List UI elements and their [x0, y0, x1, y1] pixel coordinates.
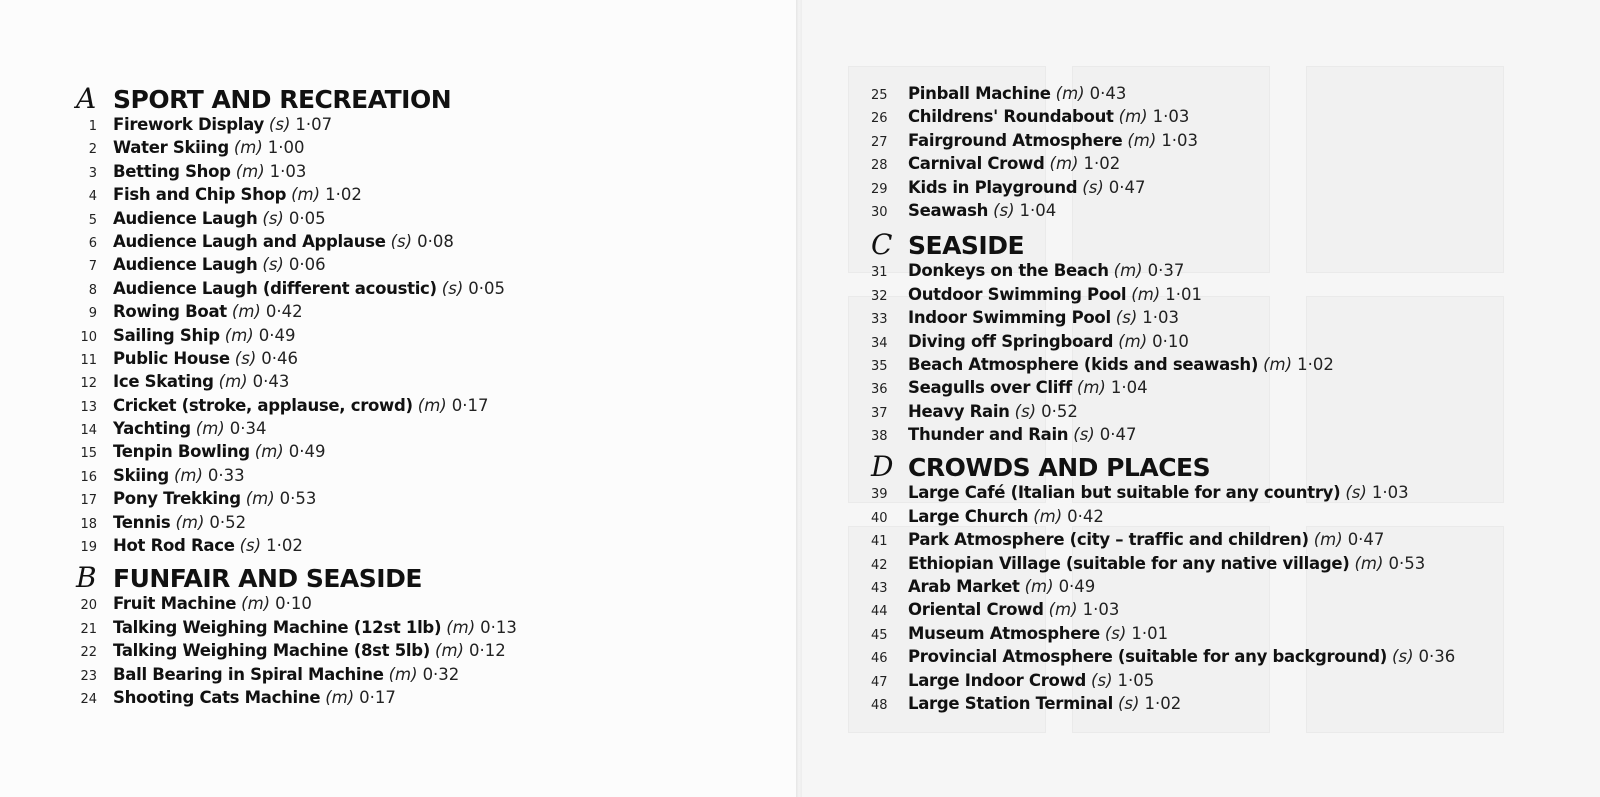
track-duration: 0·49 [258, 325, 296, 345]
track-mode: (s) [1091, 670, 1113, 690]
track-number: 24 [80, 691, 97, 707]
track-number: 35 [871, 358, 888, 374]
track-mode: (m) [1024, 577, 1054, 597]
track-row [76, 594, 517, 617]
track-duration: 0·37 [1147, 261, 1185, 281]
track-number: 26 [871, 111, 888, 127]
section-title: CROWDS AND PLACES [908, 453, 1211, 483]
track-mode: (m) [446, 617, 476, 637]
track-list-funfair-and-seaside [76, 594, 517, 711]
track-title: Pinball Machine [908, 84, 1051, 103]
track-number: 48 [871, 697, 888, 713]
track-title: Ball Bearing in Spiral Machine [113, 664, 384, 684]
track-title: Pony Trekking [113, 489, 241, 509]
track-title: Talking Weighing Machine (8st 5lb) [113, 641, 431, 661]
track-row [76, 162, 517, 185]
track-mode: (s) [239, 536, 262, 556]
track-row [76, 209, 517, 232]
track-number: 21 [80, 621, 97, 637]
section-heading-a [76, 82, 517, 115]
track-title: Fairground Atmosphere [908, 130, 1123, 150]
track-mode: (m) [1076, 378, 1106, 398]
track-row [871, 154, 1455, 177]
track-duration: 0·36 [1418, 647, 1456, 667]
track-row [871, 577, 1455, 600]
track-number: 9 [88, 306, 97, 322]
track-mode: (m) [1055, 84, 1085, 103]
track-mode: (s) [1392, 647, 1414, 667]
track-mode: (m) [1118, 107, 1148, 127]
track-title: Audience Laugh [113, 255, 258, 275]
track-mode: (m) [235, 161, 265, 181]
track-row [76, 255, 517, 278]
track-duration: 0·33 [207, 465, 245, 485]
track-title: Seagulls over Cliff [908, 378, 1072, 398]
track-title: Audience Laugh and Applause [113, 231, 386, 251]
track-duration: 1·02 [1297, 354, 1334, 374]
track-duration: 0·17 [359, 687, 396, 707]
track-duration: 1·03 [1142, 308, 1180, 328]
track-mode: (s) [1115, 308, 1138, 328]
track-mode: (m) [1048, 600, 1078, 620]
track-row [871, 647, 1455, 670]
track-number: 13 [80, 399, 97, 415]
track-title: Carnival Crowd [908, 154, 1045, 174]
track-mode: (s) [268, 115, 291, 134]
track-row [871, 402, 1455, 425]
track-mode: (s) [1117, 693, 1140, 713]
track-mode: (m) [173, 465, 203, 485]
left-column [76, 82, 517, 711]
track-row [871, 530, 1455, 553]
track-mode: (m) [175, 512, 205, 532]
track-duration: 0·05 [468, 278, 506, 298]
track-number: 17 [80, 493, 97, 509]
track-duration: 1·01 [1131, 623, 1169, 643]
track-number: 18 [80, 516, 97, 532]
track-title: Yachting [113, 419, 191, 439]
track-number: 34 [871, 335, 888, 351]
track-title: Heavy Rain [908, 401, 1010, 421]
track-duration: 0·49 [288, 442, 326, 462]
track-duration: 0·13 [480, 617, 517, 637]
track-title: Diving off Springboard [908, 331, 1114, 351]
track-duration: 1·04 [1019, 200, 1057, 220]
track-duration: 0·10 [275, 594, 312, 614]
track-mode: (s) [262, 255, 284, 275]
right-column [871, 84, 1455, 717]
track-duration: 0·52 [209, 512, 247, 532]
track-mode: (m) [417, 395, 447, 415]
track-duration: 0·46 [261, 348, 299, 368]
track-mode: (s) [441, 278, 464, 298]
track-row [76, 372, 517, 395]
track-duration: 1·02 [1083, 154, 1121, 174]
track-duration: 1·03 [1371, 483, 1409, 503]
track-title: Firework Display [113, 115, 264, 134]
track-title: Audience Laugh (different acoustic) [113, 278, 437, 298]
track-mode: (m) [231, 302, 261, 322]
track-number: 3 [88, 165, 97, 181]
section-letter: A [76, 82, 97, 115]
track-row [76, 618, 517, 641]
track-title: Large Café (Italian but suitable for any country) [908, 483, 1341, 503]
track-row [76, 665, 517, 688]
track-duration: 0·34 [229, 419, 267, 439]
track-duration: 0·43 [252, 372, 290, 392]
track-row [871, 507, 1455, 530]
track-row [76, 302, 517, 325]
track-list-crowds-and-places [871, 483, 1455, 717]
track-duration: 1·03 [1082, 600, 1120, 620]
track-mode: (s) [1073, 425, 1095, 445]
track-mode: (m) [254, 442, 284, 462]
track-duration: 0·17 [451, 395, 489, 415]
track-row [871, 178, 1455, 201]
track-duration: 0·49 [1058, 577, 1096, 597]
track-row [76, 349, 517, 372]
track-duration: 0·47 [1347, 530, 1385, 550]
track-mode: (s) [390, 231, 413, 251]
track-row [871, 131, 1455, 154]
track-number: 32 [871, 288, 888, 304]
track-number: 8 [88, 282, 97, 298]
track-mode: (m) [245, 489, 275, 509]
track-mode: (s) [993, 200, 1015, 220]
track-number: 25 [871, 88, 888, 103]
track-number: 31 [871, 265, 888, 281]
track-row [871, 285, 1455, 308]
track-title: Ice Skating [113, 372, 214, 392]
track-number: 22 [80, 645, 97, 661]
track-title: Oriental Crowd [908, 600, 1044, 620]
track-row [871, 261, 1455, 284]
track-row [871, 332, 1455, 355]
track-row [76, 326, 517, 349]
track-number: 4 [88, 189, 97, 205]
track-duration: 0·53 [279, 489, 317, 509]
track-number: 16 [80, 469, 97, 485]
track-title: Museum Atmosphere [908, 623, 1100, 643]
track-title: Donkeys on the Beach [908, 261, 1109, 281]
track-number: 23 [80, 668, 97, 684]
track-title: Childrens' Roundabout [908, 107, 1114, 127]
track-row [871, 84, 1455, 107]
track-list-sport-and-recreation [76, 115, 517, 559]
track-duration: 0·47 [1099, 425, 1137, 445]
track-title: Tennis [113, 512, 171, 532]
track-title: Water Skiing [113, 138, 229, 158]
track-title: Large Indoor Crowd [908, 670, 1087, 690]
track-title: Park Atmosphere (city – traffic and children) [908, 530, 1309, 550]
track-title: Skiing [113, 465, 169, 485]
section-heading-c [871, 228, 1455, 261]
track-mode: (m) [195, 419, 225, 439]
section-heading-d [871, 450, 1455, 483]
track-number: 1 [88, 119, 97, 134]
track-number: 29 [871, 181, 888, 197]
track-duration: 1·00 [267, 138, 305, 158]
track-row [76, 489, 517, 512]
track-row [76, 396, 517, 419]
track-title: Hot Rod Race [113, 536, 235, 556]
section-title: FUNFAIR AND SEASIDE [113, 564, 422, 594]
track-mode: (m) [1263, 354, 1293, 374]
track-row [871, 671, 1455, 694]
track-title: Audience Laugh [113, 208, 258, 228]
track-row [871, 600, 1455, 623]
track-row [76, 115, 517, 138]
track-row [871, 624, 1455, 647]
track-mode: (m) [1131, 284, 1161, 304]
track-duration: 0·53 [1388, 553, 1426, 573]
track-number: 14 [80, 423, 97, 439]
track-number: 7 [88, 259, 97, 275]
track-duration: 0·12 [468, 641, 506, 661]
track-row [871, 378, 1455, 401]
track-number: 15 [80, 446, 97, 462]
track-mode: (m) [224, 325, 254, 345]
track-number: 41 [871, 534, 888, 550]
section-letter: C [871, 228, 893, 262]
track-mode: (m) [435, 641, 464, 661]
track-mode: (s) [1345, 483, 1367, 503]
track-row [76, 466, 517, 489]
track-duration: 0·05 [288, 208, 326, 228]
track-mode: (s) [1104, 623, 1127, 643]
track-mode: (m) [388, 664, 418, 684]
track-number: 11 [80, 352, 97, 368]
track-number: 36 [871, 382, 888, 398]
track-title: Provincial Atmosphere (suitable for any background) [908, 647, 1388, 667]
track-row [76, 513, 517, 536]
track-duration: 0·47 [1108, 177, 1146, 197]
track-mode: (m) [1118, 331, 1148, 351]
track-row [871, 554, 1455, 577]
track-number: 30 [871, 204, 888, 220]
track-number: 20 [80, 598, 97, 614]
track-mode: (m) [1049, 154, 1079, 174]
track-number: 38 [871, 429, 888, 445]
track-row [76, 185, 517, 208]
track-mode: (m) [1354, 553, 1384, 573]
track-title: Fish and Chip Shop [113, 185, 287, 205]
track-mode: (s) [1014, 401, 1037, 421]
track-duration: 1·03 [269, 161, 307, 181]
track-title: Ethiopian Village (suitable for any native village) [908, 553, 1350, 573]
track-duration: 1·07 [295, 115, 333, 134]
track-duration: 1·02 [266, 536, 303, 556]
track-duration: 0·43 [1089, 84, 1127, 103]
track-title: Fruit Machine [113, 594, 237, 614]
track-number: 39 [871, 487, 888, 503]
track-duration: 1·02 [1144, 693, 1182, 713]
track-duration: 1·05 [1117, 670, 1155, 690]
track-number: 27 [871, 134, 888, 150]
track-mode: (m) [291, 185, 321, 205]
track-row [76, 442, 517, 465]
track-title: Outdoor Swimming Pool [908, 284, 1127, 304]
track-title: Large Church [908, 506, 1029, 526]
track-row [871, 355, 1455, 378]
track-duration: 0·08 [417, 231, 454, 251]
track-mode: (m) [241, 594, 271, 614]
track-row [871, 694, 1455, 717]
track-list-funfair-and-seaside-continued [871, 84, 1455, 224]
track-title: Thunder and Rain [908, 425, 1069, 445]
track-number: 2 [88, 142, 97, 158]
track-title: Cricket (stroke, applause, crowd) [113, 395, 413, 415]
track-row [76, 536, 517, 559]
track-row [76, 232, 517, 255]
track-duration: 1·01 [1165, 284, 1202, 304]
track-number: 6 [88, 235, 97, 251]
track-duration: 0·52 [1041, 401, 1078, 421]
track-number: 12 [80, 376, 97, 392]
track-row [871, 483, 1455, 506]
track-number: 28 [871, 158, 888, 174]
track-row [76, 688, 517, 711]
track-mode: (m) [218, 372, 248, 392]
track-number: 40 [871, 510, 888, 526]
track-number: 33 [871, 312, 888, 328]
track-title: Arab Market [908, 577, 1020, 597]
track-title: Indoor Swimming Pool [908, 308, 1111, 328]
track-mode: (m) [1313, 530, 1343, 550]
track-title: Seawash [908, 200, 989, 220]
track-title: Large Station Terminal [908, 693, 1113, 713]
track-mode: (m) [1033, 506, 1063, 526]
track-duration: 1·02 [325, 185, 362, 205]
track-mode: (m) [1113, 261, 1143, 281]
track-row [871, 107, 1455, 130]
section-title: SEASIDE [908, 231, 1025, 261]
track-row [76, 419, 517, 442]
track-row [871, 425, 1455, 448]
track-mode: (s) [1082, 177, 1104, 197]
track-number: 46 [871, 651, 888, 667]
track-mode: (s) [234, 348, 257, 368]
track-duration: 0·06 [288, 255, 326, 275]
track-mode: (m) [233, 138, 263, 158]
track-row [76, 279, 517, 302]
section-letter: B [76, 561, 97, 595]
track-number: 45 [871, 627, 888, 643]
section-title: SPORT AND RECREATION [113, 85, 452, 114]
track-row [76, 138, 517, 161]
track-title: Beach Atmosphere (kids and seawash) [908, 354, 1259, 374]
track-duration: 0·42 [1067, 506, 1104, 526]
track-mode: (s) [262, 208, 284, 228]
track-number: 42 [871, 557, 888, 573]
track-number: 19 [80, 540, 97, 556]
booklet-spine [796, 0, 802, 797]
track-duration: 0·10 [1152, 331, 1189, 351]
track-title: Tenpin Bowling [113, 442, 250, 462]
track-row [871, 308, 1455, 331]
track-row [76, 641, 517, 664]
track-title: Betting Shop [113, 161, 231, 181]
track-number: 37 [871, 405, 888, 421]
track-title: Rowing Boat [113, 302, 227, 322]
track-number: 44 [871, 604, 888, 620]
track-number: 5 [88, 212, 97, 228]
track-title: Public House [113, 348, 230, 368]
track-number: 10 [80, 329, 97, 345]
track-mode: (m) [325, 687, 355, 707]
track-row [871, 201, 1455, 224]
track-duration: 0·32 [422, 664, 460, 684]
track-title: Shooting Cats Machine [113, 687, 321, 707]
track-title: Sailing Ship [113, 325, 220, 345]
track-duration: 0·42 [265, 302, 303, 322]
track-number: 43 [871, 581, 888, 597]
track-duration: 1·03 [1161, 130, 1199, 150]
track-number: 47 [871, 674, 888, 690]
track-duration: 1·04 [1110, 378, 1148, 398]
track-list-seaside [871, 261, 1455, 448]
track-title: Talking Weighing Machine (12st 1lb) [113, 617, 442, 637]
track-title: Kids in Playground [908, 177, 1078, 197]
section-letter: D [871, 450, 894, 484]
track-mode: (m) [1127, 130, 1157, 150]
track-duration: 1·03 [1152, 107, 1190, 127]
section-heading-b [76, 561, 517, 594]
